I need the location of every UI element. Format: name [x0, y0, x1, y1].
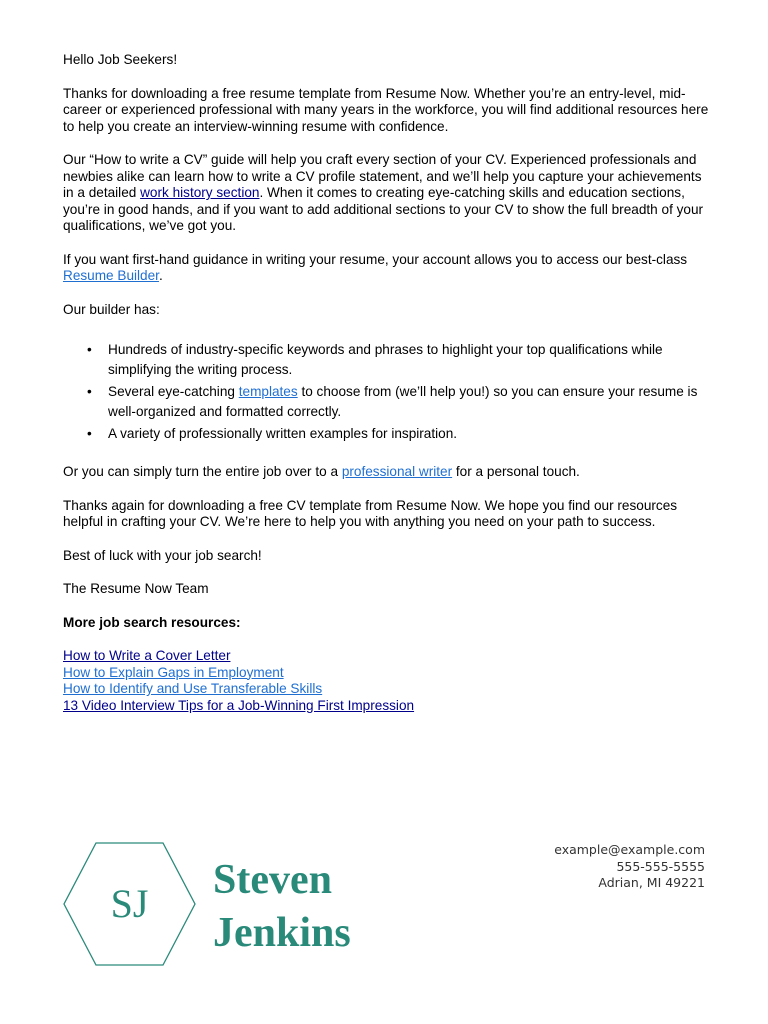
cover-letter-body: [63, 52, 713, 714]
resume-header-footer: [63, 842, 708, 972]
resume-builder-link[interactable]: Resume Builder: [63, 268, 159, 283]
cv-guide-text-before: Our “How to write a CV” guide will help you craft every section of your CV. Experienced professionals and newbies alike can learn how to write a CV profile statement, and we’ll help you capture your achievements in a detailed: [63, 152, 702, 200]
bullet-icon: •: [87, 384, 92, 399]
first-name: Steven: [213, 857, 332, 903]
resource-link-employment-gaps[interactable]: How to Explain Gaps in Employment: [63, 664, 284, 680]
last-name: Jenkins: [213, 910, 351, 956]
feature-text: Hundreds of industry-specific keywords and phrases to highlight your top qualifications while simplifying the writing process.: [108, 342, 663, 377]
resume-builder-text-after: .: [158, 268, 163, 283]
list-item: [87, 424, 713, 444]
monogram-badge: [63, 842, 196, 966]
feature-text: A variety of professionally written examples for inspiration.: [108, 426, 458, 441]
bullet-icon: •: [87, 426, 92, 441]
candidate-name: [213, 854, 351, 960]
contact-info: [554, 842, 705, 892]
feature-text-after: to choose from (we’ll help you!) so you can ensure your resume is well-organized and formatted correctly.: [108, 384, 698, 419]
thanks-paragraph: Thanks again for downloading a free CV template from Resume Now. We hope you find our resources helpful in crafting your CV. We’re here to help you with anything you need on your path to success.: [63, 497, 678, 529]
resource-link-cover-letter[interactable]: How to Write a Cover Letter: [63, 648, 231, 663]
professional-writer-paragraph: [63, 464, 713, 481]
email: example@example.com: [554, 842, 705, 857]
professional-writer-text-before: Or you can simply turn the entire job over to a: [63, 464, 342, 479]
location: Adrian, MI 49221: [598, 875, 705, 890]
monogram-initials: SJ: [110, 881, 149, 926]
resources-heading: More job search resources:: [63, 614, 241, 630]
resource-links-list: [63, 648, 713, 714]
greeting: Hello Job Seekers!: [63, 52, 178, 67]
resume-builder-text-before: If you want first-hand guidance in writing your resume, your account allows you to access our best-class: [63, 251, 688, 267]
professional-writer-text-after: for a personal touch.: [452, 464, 580, 479]
list-item: [87, 382, 713, 422]
professional-writer-link[interactable]: professional writer: [341, 464, 453, 479]
templates-link[interactable]: templates: [238, 384, 298, 399]
cv-guide-text-after: . When it comes to creating eye-catching skills and education sections, you’re in good hands, and if you want to add additional sections to your CV to show the full breadth of your qualifications, we’ve got you.: [63, 185, 704, 233]
list-item: [87, 340, 713, 380]
resume-builder-paragraph: [63, 252, 713, 285]
phone: 555-555-5555: [616, 858, 705, 874]
signature-line: The Resume Now Team: [63, 581, 209, 596]
bullet-icon: •: [87, 342, 92, 357]
cv-guide-paragraph: [63, 152, 713, 235]
feature-text-before: Several eye-catching: [108, 384, 239, 399]
builder-features-list: [63, 340, 713, 444]
closing-line: Best of luck with your job search!: [63, 547, 262, 563]
work-history-section-link[interactable]: work history section: [140, 185, 260, 200]
resource-link-transferable-skills[interactable]: How to Identify and Use Transferable Skills: [63, 681, 323, 696]
intro-paragraph: Thanks for downloading a free resume template from Resume Now. Whether you’re an entry-level, mid-career or experienced professional with many years in the workforce, you will find additional resources here to help you create an interview-winning resume with confidence.: [63, 85, 709, 134]
resource-link-video-interview-tips[interactable]: 13 Video Interview Tips for a Job-Winning First Impression: [63, 697, 415, 713]
builder-intro: Our builder has:: [63, 301, 160, 317]
